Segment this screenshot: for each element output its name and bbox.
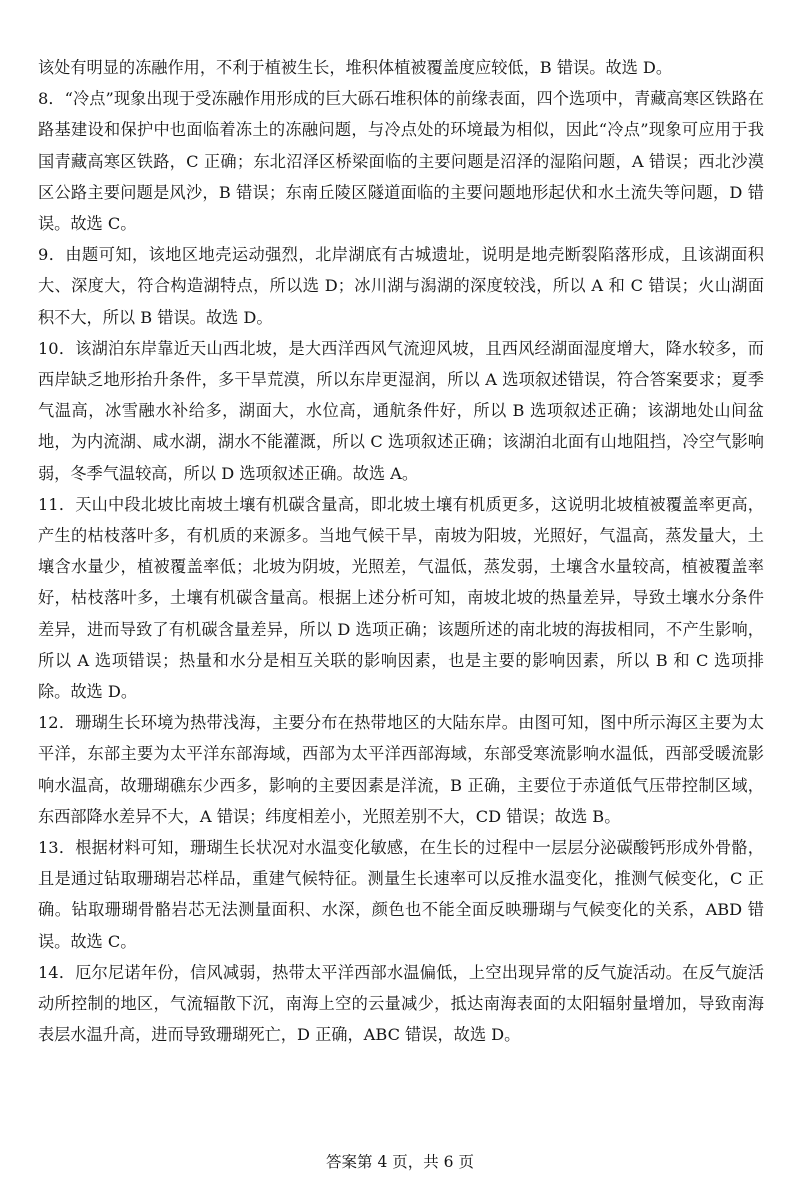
paragraph-q13: 13．根据材料可知，珊瑚生长状况对水温变化敏感，在生长的过程中一层层分泌碳酸钙形成外骨骼，且是通过钻取珊瑚岩芯样品，重建气候特征。测量生长速率可以反推水温变化，推测气候变化，C 正确。钻取珊瑚骨骼岩芯无法测量面积、水深，颜色也不能全面反映珊瑚与气候变化的关系，ABD 错误。故选 C。 <box>38 838 764 951</box>
page-footer: 答案第 4 页，共 6 页 <box>326 1153 474 1171</box>
paragraph-q10: 10．该湖泊东岸靠近天山西北坡，是大西洋西风气流迎风坡，且西风经湖面湿度增大，降水较多，而西岸缺乏地形抬升条件，多干旱荒漠，所以东岸更湿润，所以 A 选项叙述错误，符合答案要求；夏季气温高，冰雪融水补给多，湖面大，水位高，通航条件好，所以 B 选项叙述正确；该湖地处山间盆地，为内流湖、咸水湖，湖水不能灌溉，所以 C 选项叙述正确；该湖泊北面有山地阻挡，冷空气影响弱，冬季气温较高，所以 D 选项叙述正确。故选 A。 <box>38 338 764 483</box>
paragraph-q11: 11．天山中段北坡比南坡土壤有机碳含量高，即北坡土壤有机质更多，这说明北坡植被覆盖率更高，产生的枯枝落叶多，有机质的来源多。当地气候干旱，南坡为阳坡，光照好，气温高，蒸发量大，土壤含水量少，植被覆盖率低；北坡为阴坡，光照差，气温低，蒸发弱，土壤含水量较高，植被覆盖率好，枯枝落叶多，土壤有机碳含量高。根据上述分析可知，南坡北坡的热量差异，导致土壤水分条件差异，进而导致了有机碳含量差异，所以 D 选项正确；该题所述的南北坡的海拔相同，不产生影响，所以 A 选项错误；热量和水分是相互关联的影响因素，也是主要的影响因素，所以 B 和 C 选项排除。故选 D。 <box>38 494 764 702</box>
paragraph-q9: 9．由题可知，该地区地壳运动强烈，北岸湖底有古城遗址，说明是地壳断裂陷落形成，且该湖面积大、深度大，符合构造湖特点，所以选 D；冰川湖与潟湖的深度较浅，所以 A 和 C 错误；火山湖面积不大，所以 B 错误。故选 D。 <box>38 245 764 327</box>
paragraph-q8: 8．“冷点”现象出现于受冻融作用形成的巨大砾石堆积体的前缘表面，四个选项中，青藏高寒区铁路在路基建设和保护中也面临着冻土的冻融问题，与冷点处的环境最为相似，因此“冷点”现象可应用于我国青藏高寒区铁路，C 正确；东北沼泽区桥梁面临的主要问题是沼泽的湿陷问题，A 错误；西北沙漠区公路主要问题是风沙，B 错误；东南丘陵区隧道面临的主要问题地形起伏和水土流失等问题，D 错误。故选 C。 <box>38 89 764 234</box>
paragraph-q12: 12．珊瑚生长环境为热带浅海，主要分布在热带地区的大陆东岸。由图可知，图中所示海区主要为太平洋，东部主要为太平洋东部海域，西部为太平洋西部海域，东部受寒流影响水温低，西部受暖流影响水温高，故珊瑚礁东少西多，影响的主要因素是洋流，B 正确，主要位于赤道低气压带控制区域，东西部降水差异不大，A 错误；纬度相差小，光照差别不大，CD 错误；故选 B。 <box>38 713 764 826</box>
paragraph-q14: 14．厄尔尼诺年份，信风减弱，热带太平洋西部水温偏低，上空出现异常的反气旋活动。在反气旋活动所控制的地区，气流辐散下沉，南海上空的云量减少，抵达南海表面的太阳辐射量增加，导致南海表层水温升高，进而导致珊瑚死亡，D 正确，ABC 错误，故选 D。 <box>38 962 764 1045</box>
paragraph-q7-end: 该处有明显的冻融作用，不利于植被生长，堆积体植被覆盖度应较低，B 错误。故选 D。 <box>38 58 673 77</box>
